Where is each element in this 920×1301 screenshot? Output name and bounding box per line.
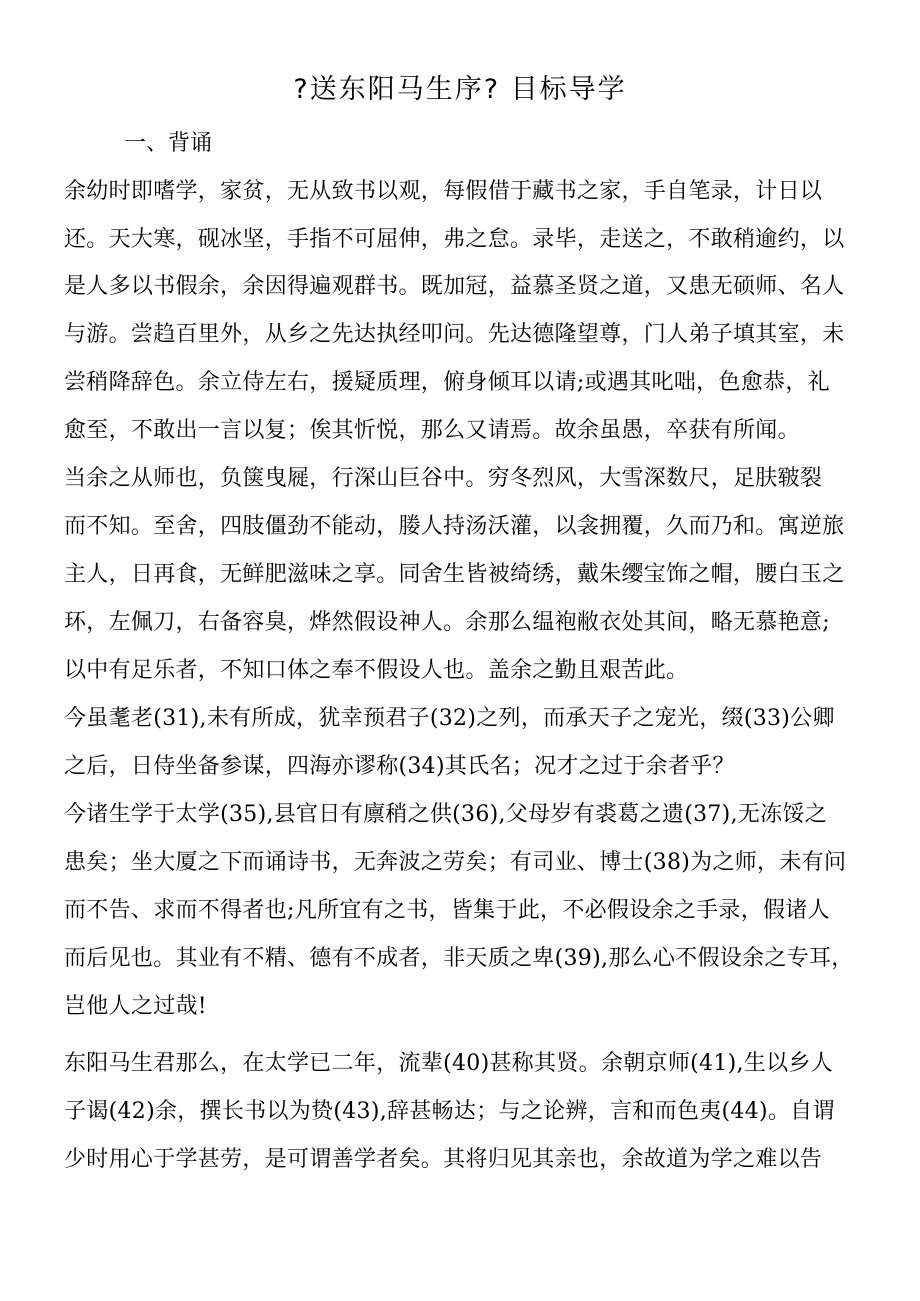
text-line: 主人，日再食，无鲜肥滋味之享。同舍生皆被绮绣，戴朱缨宝饰之帽，腰白玉之 xyxy=(64,562,845,587)
text-line: 患矣；坐大厦之下而诵诗书，无奔波之劳矣；有司业、博士(38)为之师，未有问 xyxy=(64,850,847,875)
text-line: 余幼时即嗜学，家贫，无从致书以观，每假借于藏书之家，手自笔录，计日以 xyxy=(64,179,823,204)
text-line: 与游。尝趋百里外，从乡之先达执经叩问。先达德隆望尊，门人弟子填其室，未 xyxy=(64,322,845,347)
text-line: 以中有足乐者，不知口体之奉不假设人也。盖余之勤且艰苦此。 xyxy=(64,658,689,683)
text-line: 今虽耄老(31),未有所成，犹幸预君子(32)之列，而承天子之宠光，缀(33)公卿 xyxy=(64,706,835,731)
text-line: 环，左佩刀，右备容臭，烨然假设神人。余那么缊袍敝衣处其间，略无慕艳意; xyxy=(64,610,830,635)
section-heading: 一、背诵 xyxy=(124,131,213,156)
text-line: 少时用心于学甚劳，是可谓善学者矣。其将归见其亲也，余故道为学之难以告 xyxy=(64,1147,823,1172)
text-line: 而后见也。其业有不精、德有不成者，非天质之卑(39),那么心不假设余之专耳， xyxy=(64,946,854,971)
text-line: 而不知。至舍，四肢僵劲不能动，媵人持汤沃灌，以衾拥覆，久而乃和。寓逆旅 xyxy=(64,514,845,539)
text-line: 愈至，不敢出一言以复；俟其忻悦，那么又请焉。故余虽愚，卒获有所闻。 xyxy=(64,418,800,443)
page-title: ?送东阳马生序? 目标导学 xyxy=(293,74,627,105)
text-line: 尝稍降辞色。余立侍左右，援疑质理，俯身倾耳以请;或遇其叱咄，色愈恭，礼 xyxy=(64,370,830,395)
text-line: 还。天大寒，砚冰坚，手指不可屈伸，弗之怠。录毕，走送之，不敢稍逾约，以 xyxy=(64,227,845,252)
text-line: 岂他人之过哉! xyxy=(64,994,207,1019)
text-line: 子谒(42)余，撰长书以为贽(43),辞甚畅达；与之论辨，言和而色夷(44)。自谓 xyxy=(64,1099,835,1124)
text-line: 东阳马生君那么，在太学已二年，流辈(40)甚称其贤。余朝京师(41),生以乡人 xyxy=(64,1051,834,1076)
text-line: 当余之从师也，负箧曳屣，行深山巨谷中。穷冬烈风，大雪深数尺，足肤皲裂 xyxy=(64,466,823,491)
text-line: 今诸生学于太学(35),县官日有廪稍之供(36),父母岁有裘葛之遗(37),无冻馁之 xyxy=(64,802,828,827)
text-line: 是人多以书假余，余因得遍观群书。既加冠，益慕圣贤之道，又患无硕师、名人 xyxy=(64,274,845,299)
text-line: 而不告、求而不得者也;凡所宜有之书，皆集于此，不必假设余之手录，假诸人 xyxy=(64,898,830,923)
text-line: 之后，日侍坐备参谋，四海亦谬称(34)其氏名；况才之过于余者乎？ xyxy=(64,754,735,779)
